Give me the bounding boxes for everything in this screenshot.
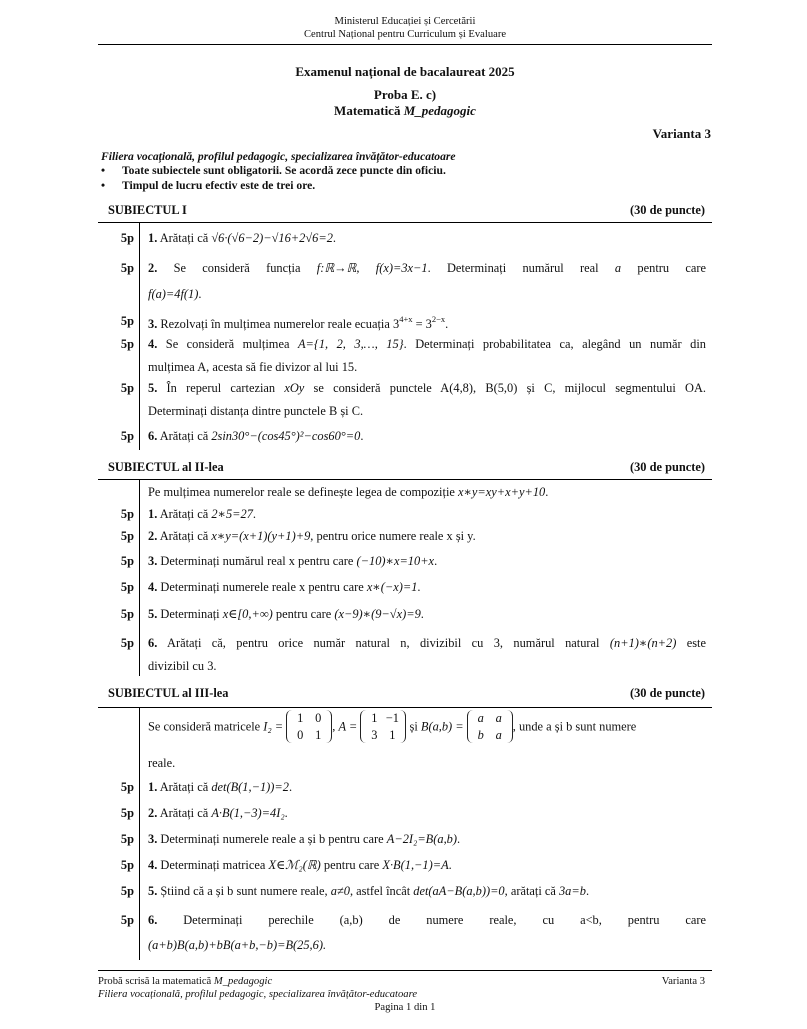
s1-item-1 — [148, 231, 706, 247]
item-formula: 2∗5=27 — [211, 507, 253, 521]
item-text: Determinați numărul real x pentru care — [160, 554, 357, 568]
bullet-symbol: • — [101, 179, 106, 192]
header-divider — [98, 44, 712, 45]
item-number: 4. — [148, 337, 158, 351]
item-end: . — [457, 832, 461, 846]
item-number: 2. — [148, 806, 158, 820]
matrix-cell: −1 — [385, 711, 399, 725]
item-formula: (n+1)∗(n+2) — [609, 636, 677, 650]
s2-item-2-points: 5p — [120, 529, 134, 543]
item-formula: f:ℝ→ℝ, f(x)=3x−1 — [316, 261, 428, 275]
matrix-i2 — [286, 710, 332, 743]
matrix-b — [467, 710, 513, 743]
footer-divider — [98, 970, 712, 971]
item-text: și — [409, 719, 421, 734]
item-text: Determinați matricea — [160, 858, 269, 872]
item-text: , unde a și b sunt numere — [512, 719, 637, 734]
s3-intro-line-1: Se consideră matricele I₂ = 1 0 0 1, A = 1 −1 3 1 și B(a,b) = a a b a, unde a și b sunt numere — [148, 711, 637, 742]
item-end: . — [445, 317, 449, 331]
matrix-cell: 0 — [315, 711, 322, 725]
item-text: Arătați că, pentru orice număr natural n, divizibil cu 3, numărul natural — [167, 636, 610, 650]
matrix-label: I₂ = — [263, 719, 284, 734]
s3-item-3-points: 5p — [120, 832, 134, 846]
item-formula: A·B(1,−3)=4I₂ — [211, 806, 285, 820]
s1-item-2-points: 5p — [120, 261, 134, 275]
item-text: , pentru orice numere reale x și y. — [310, 529, 476, 543]
s3-item-2-points: 5p — [120, 806, 134, 820]
s3-item-6-line-1 — [148, 913, 706, 929]
item-text: . Determinați probabilitatea ca, alegând un număr din — [403, 337, 706, 351]
exam-subject-prefix: Matematică — [334, 103, 404, 118]
item-text: Arătați că — [159, 231, 212, 245]
item-text: Determinați numerele reale a și b pentru care — [160, 832, 387, 846]
item-formula: (−10)∗x=10+x — [356, 554, 435, 568]
matrix-label: A = — [338, 719, 358, 734]
item-end: . — [420, 607, 424, 621]
matrix-cell: 1 — [389, 727, 396, 742]
instruction-bullet-2 — [101, 179, 315, 193]
item-end: . — [545, 485, 549, 499]
subject-2-margin-line — [139, 480, 140, 676]
subject-3-title: SUBIECTUL al III-lea — [108, 686, 229, 700]
s2-item-1 — [148, 507, 706, 523]
s3-item-4-points: 5p — [120, 858, 134, 872]
item-formula: xOy — [284, 381, 305, 395]
item-text: Știind că a și b sunt numere reale, — [160, 884, 331, 898]
s3-item-6-points: 5p — [120, 913, 134, 927]
item-text: Arătați că — [159, 429, 212, 443]
s3-item-4 — [148, 858, 706, 874]
s3-item-6-line-2: (a+b)B(a,b)+bB(a+b,−b)=B(25,6). — [148, 938, 327, 952]
s2-item-1-points: 5p — [120, 507, 134, 521]
s2-item-4-points: 5p — [120, 580, 134, 594]
s3-intro-line-2: reale. — [148, 756, 176, 770]
exam-subject — [98, 103, 712, 119]
matrix-cell: 3 — [371, 727, 378, 742]
item-number: 2. — [148, 529, 158, 543]
item-text: , astfel încât — [349, 884, 414, 898]
instruction-bullet-1 — [101, 164, 446, 178]
item-text: În reperul cartezian — [166, 381, 285, 395]
item-text: se consideră punctele A(4,8), B(5,0) și C, mijlocul segmentului OA. — [304, 381, 706, 395]
item-text: Arătați că — [159, 529, 212, 543]
instruction-text-2: Timpul de lucru efectiv este de trei ore. — [122, 179, 316, 192]
item-formula: A−2I₂=B(a,b) — [386, 832, 457, 846]
s1-item-2-line-1 — [148, 261, 706, 277]
equation-exponent: 4+x — [399, 314, 413, 324]
equation-equals: = — [412, 317, 426, 331]
equation-base: 3 — [425, 317, 432, 331]
equation-exponent: 2−x — [431, 314, 446, 324]
s1-item-5-line-2: Determinați distanța dintre punctele B și C. — [148, 404, 364, 418]
item-end: . — [284, 806, 288, 820]
matrix-cell: b — [477, 727, 484, 742]
s2-item-5-points: 5p — [120, 607, 134, 621]
subject-2-header — [108, 460, 705, 476]
s2-item-6-points: 5p — [120, 636, 134, 650]
item-text: Pe mulțimea numerelor reale se definește legea de compoziție — [148, 485, 458, 499]
s2-item-6-line-1 — [148, 636, 706, 652]
s3-item-1-points: 5p — [120, 780, 134, 794]
item-text: Arătați că — [159, 806, 212, 820]
item-number: 3. — [148, 832, 158, 846]
subject-1-divider — [98, 222, 712, 223]
subject-3-header — [108, 686, 705, 702]
item-formula: x∗y=(x+1)(y+1)+9 — [211, 529, 311, 543]
subject-3-divider — [98, 707, 712, 708]
filiera-line: Filiera vocațională, profilul pedagogic, specializarea învățător-educatoare — [101, 150, 456, 163]
ministry-header: Ministerul Educației și Cercetării — [334, 16, 476, 27]
matrix-cell: a — [495, 727, 502, 742]
s3-item-3 — [148, 832, 706, 848]
item-end: . — [448, 858, 452, 872]
item-number: 6. — [148, 636, 158, 650]
item-text: Se consideră funcția — [173, 261, 317, 275]
item-formula: A={1, 2, 3,…, 15} — [297, 337, 404, 351]
exam-subject-italic: M_pedagogic — [403, 103, 476, 118]
footer-exam-italic: M_pedagogic — [213, 976, 273, 987]
item-text: Se consideră mulțimea — [165, 337, 298, 351]
item-formula: x∗(−x)=1 — [366, 580, 418, 594]
s2-item-4 — [148, 580, 706, 596]
item-formula: 2sin30°−(cos45°)²−cos60°=0 — [211, 429, 361, 443]
item-end: . — [585, 884, 590, 898]
matrix-cell: 0 — [297, 727, 304, 742]
s1-item-3 — [148, 314, 706, 333]
footer-page-number: Pagina 1 din 1 — [374, 1002, 436, 1013]
item-text: pentru care — [621, 261, 707, 275]
s2-intro — [148, 485, 706, 501]
item-formula: det(aA−B(a,b))=0 — [413, 884, 505, 898]
item-number: 4. — [148, 580, 158, 594]
matrix-a — [360, 710, 406, 743]
item-end: . — [198, 287, 202, 301]
subject-2-title: SUBIECTUL al II-lea — [108, 460, 224, 474]
item-text: Determinați perechile (a,b) de numere reale, cu a<b, pentru care — [183, 913, 706, 927]
item-number: 3. — [148, 554, 158, 568]
item-formula: X·B(1,−1)=A — [382, 858, 449, 872]
item-text: , arătați că — [504, 884, 559, 898]
item-formula: 3a=b — [558, 884, 586, 898]
s3-item-2 — [148, 806, 706, 822]
subject-3-margin-line — [139, 708, 140, 960]
exam-variant: Varianta 3 — [652, 126, 711, 141]
s3-item-5-points: 5p — [120, 884, 134, 898]
item-formula: x∈[0,+∞) — [222, 607, 273, 621]
instruction-text-1: Toate subiectele sunt obligatorii. Se acordă zece puncte din oficiu. — [122, 164, 446, 177]
s1-item-3-points: 5p — [120, 314, 134, 328]
s1-item-4-line-2: mulțimea A, acesta să fie divizor al lui 15. — [148, 360, 358, 374]
item-text: pentru care — [320, 858, 383, 872]
item-text: Rezolvați în mulțimea numerelor reale ecuația — [160, 317, 393, 331]
item-text: Determinați — [160, 607, 223, 621]
s1-item-5-points: 5p — [120, 381, 134, 395]
item-text: . Determinați numărul real — [427, 261, 615, 275]
footer-variant: Varianta 3 — [661, 976, 705, 987]
s2-item-6-line-2: divizibil cu 3. — [148, 659, 217, 673]
center-header: Centrul Național pentru Curriculum și Evaluare — [303, 29, 507, 40]
subject-2-points: (30 de puncte) — [629, 460, 705, 474]
s2-item-3 — [148, 554, 706, 570]
item-variable: a — [614, 261, 622, 275]
subject-3-points: (30 de puncte) — [629, 686, 705, 700]
item-formula: (x−9)∗(9−√x)=9 — [334, 607, 421, 621]
subject-1-header — [108, 203, 705, 219]
item-formula: f(a)=4f(1) — [148, 287, 199, 301]
item-number: 1. — [148, 780, 158, 794]
bullet-symbol: • — [101, 164, 106, 177]
s1-item-6-points: 5p — [120, 429, 134, 443]
item-number: 5. — [148, 381, 158, 395]
item-text: Se consideră matricele — [148, 719, 264, 734]
matrix-cell: 1 — [297, 711, 304, 725]
subject-1-title: SUBIECTUL I — [108, 203, 187, 217]
item-number: 4. — [148, 858, 158, 872]
item-formula: x∗y=xy+x+y+10 — [457, 485, 546, 499]
item-number: 2. — [148, 261, 158, 275]
item-end: . — [252, 507, 257, 521]
item-end: . — [434, 554, 438, 568]
footer-exam-prefix: Probă scrisă la matematică — [98, 976, 214, 987]
item-text: este — [676, 636, 706, 650]
s1-item-2-line-2 — [148, 287, 706, 303]
equation-base: 3 — [392, 317, 400, 331]
item-number: 1. — [148, 507, 158, 521]
exam-title: Examenul național de bacalaureat 2025 — [295, 64, 515, 79]
exam-proba: Proba E. c) — [373, 87, 437, 102]
matrix-label: B(a,b) = — [420, 719, 464, 734]
subject-1-margin-line — [139, 223, 140, 450]
item-number: 1. — [148, 231, 158, 245]
item-number: 6. — [148, 913, 158, 927]
item-end: . — [332, 231, 336, 245]
matrix-cell: 1 — [315, 727, 322, 742]
matrix-cell: 1 — [371, 711, 378, 725]
s1-item-4-line-1 — [148, 337, 706, 353]
s2-item-3-points: 5p — [120, 554, 134, 568]
s3-item-1 — [148, 780, 706, 796]
footer-filiera: Filiera vocațională, profilul pedagogic, specializarea învățător-educatoare — [98, 989, 418, 1000]
item-number: 3. — [148, 317, 158, 331]
item-text: pentru care — [272, 607, 335, 621]
item-formula: X∈ℳ₂(ℝ) — [268, 858, 321, 872]
item-number: 5. — [148, 884, 158, 898]
s1-item-5-line-1 — [148, 381, 706, 397]
item-number: 5. — [148, 607, 158, 621]
item-formula: a≠0 — [330, 884, 350, 898]
item-number: 6. — [148, 429, 158, 443]
s2-item-5 — [148, 607, 706, 623]
item-end: . — [417, 580, 421, 594]
matrix-cell: a — [495, 711, 502, 725]
item-end: . — [360, 429, 364, 443]
item-end: . — [288, 780, 293, 794]
subject-1-points: (30 de puncte) — [629, 203, 705, 217]
s1-item-6 — [148, 429, 706, 445]
item-text: Arătați că — [159, 780, 212, 794]
subject-2-divider — [98, 479, 712, 480]
s2-item-2 — [148, 529, 706, 545]
s1-item-1-points: 5p — [120, 231, 134, 245]
footer-line-1 — [98, 975, 712, 988]
item-text: Arătați că — [159, 507, 212, 521]
item-formula: det(B(1,−1))=2 — [211, 780, 289, 794]
s1-item-4-points: 5p — [120, 337, 134, 351]
item-formula: √6·(√6−2)−√16+2√6=2 — [211, 231, 333, 245]
matrix-cell: a — [477, 711, 484, 725]
s3-item-5 — [148, 884, 706, 900]
item-text: Determinați numerele reale x pentru care — [160, 580, 367, 594]
